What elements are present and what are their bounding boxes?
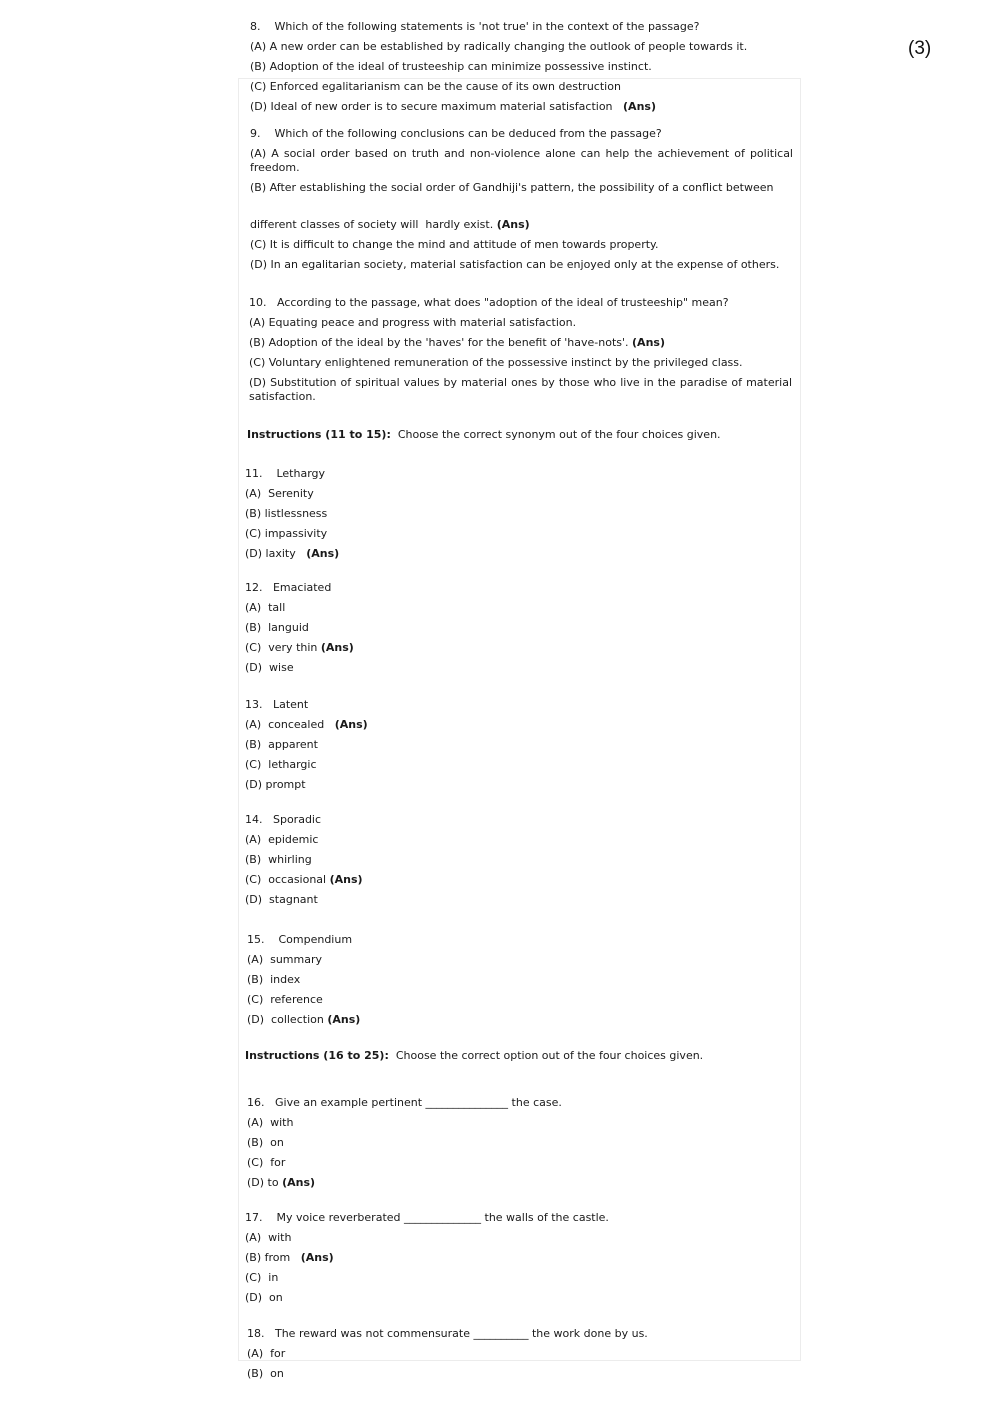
q18-option-b: (B) on: [247, 1367, 284, 1380]
answer-mark: (Ans): [632, 336, 665, 349]
q9-option-c: (C) It is difficult to change the mind and attitude of men towards property.: [250, 238, 659, 251]
q15-option-a: (A) summary: [247, 953, 323, 966]
answer-mark: (Ans): [306, 547, 340, 560]
q10-stem: 10. According to the passage, what does "adoption of the ideal of trusteeship" mean?: [249, 296, 729, 309]
q11-option-c: (C) impassivity: [245, 527, 328, 540]
q12-option-c: (C) very thin (Ans): [245, 641, 354, 654]
q11-option-d: (D) laxity (Ans): [245, 547, 340, 560]
answer-mark: (Ans): [329, 873, 363, 886]
q10-option-d: (D) Substitution of spiritual values by material ones by those who live in the paradise of material satisfaction.: [249, 376, 792, 403]
answer-mark: (Ans): [327, 1013, 361, 1026]
q12-option-d: (D) wise: [245, 661, 294, 674]
q13-option-a: (A) concealed (Ans): [245, 718, 368, 731]
q18-stem: 18. The reward was not commensurate __________ the work done by us.: [247, 1327, 648, 1340]
q8-option-b: (B) Adoption of the ideal of trusteeship can minimize possessive instinct.: [250, 60, 652, 73]
q17-option-b: (B) from (Ans): [245, 1251, 334, 1264]
q12-option-a: (A) tall: [245, 601, 286, 614]
q16-option-c: (C) for: [247, 1156, 286, 1169]
q11-option-b: (B) listlessness: [245, 507, 328, 520]
q17-option-c: (C) in: [245, 1271, 279, 1284]
q10-option-a: (A) Equating peace and progress with material satisfaction.: [249, 316, 577, 329]
instructions-synonyms: Instructions (11 to 15): Choose the correct synonym out of the four choices given.: [247, 428, 721, 441]
answer-mark: (Ans): [282, 1176, 316, 1189]
q8-stem: 8. Which of the following statements is 'not true' in the context of the passage?: [250, 20, 700, 33]
q14-option-d: (D) stagnant: [245, 893, 318, 906]
q15-option-d: (D) collection (Ans): [247, 1013, 361, 1026]
q8-option-a: (A) A new order can be established by radically changing the outlook of people towards it.: [250, 40, 748, 53]
q9-option-b-line2: different classes of society will hardly exist. (Ans): [250, 218, 530, 231]
q9-option-b-line1: (B) After establishing the social order of Gandhiji's pattern, the possibility of a conflict between: [250, 181, 774, 194]
q10-option-b: (B) Adoption of the ideal by the 'haves' for the benefit of 'have-nots'. (Ans): [249, 336, 665, 349]
q14-stem: 14. Sporadic: [245, 813, 322, 826]
q9-option-a: (A) A social order based on truth and non-violence alone can help the achievement of political freedom.: [250, 147, 793, 174]
q15-stem: 15. Compendium: [247, 933, 353, 946]
q16-option-d: (D) to (Ans): [247, 1176, 316, 1189]
q13-option-d: (D) prompt: [245, 778, 306, 791]
q15-option-c: (C) reference: [247, 993, 323, 1006]
q8-option-c: (C) Enforced egalitarianism can be the cause of its own destruction: [250, 80, 621, 93]
q14-option-c: (C) occasional (Ans): [245, 873, 363, 886]
q9-option-d: (D) In an egalitarian society, material satisfaction can be enjoyed only at the expense of others.: [250, 258, 780, 271]
q12-stem: 12. Emaciated: [245, 581, 332, 594]
q13-option-c: (C) lethargic: [245, 758, 317, 771]
q11-stem: 11. Lethargy: [245, 467, 326, 480]
q16-option-a: (A) with: [247, 1116, 294, 1129]
q16-option-b: (B) on: [247, 1136, 284, 1149]
q14-option-a: (A) epidemic: [245, 833, 319, 846]
q16-stem: 16. Give an example pertinent _______________ the case.: [247, 1096, 562, 1109]
answer-mark: (Ans): [334, 718, 368, 731]
q14-option-b: (B) whirling: [245, 853, 312, 866]
q12-option-b: (B) languid: [245, 621, 309, 634]
q17-option-d: (D) on: [245, 1291, 283, 1304]
q8-option-d: (D) Ideal of new order is to secure maximum material satisfaction (Ans): [250, 100, 656, 113]
q10-option-c: (C) Voluntary enlightened remuneration of the possessive instinct by the privileged class.: [249, 356, 743, 369]
q9-stem: 9. Which of the following conclusions can be deduced from the passage?: [250, 127, 662, 140]
answer-mark: (Ans): [496, 218, 530, 231]
q17-option-a: (A) with: [245, 1231, 292, 1244]
q18-option-a: (A) for: [247, 1347, 286, 1360]
answer-mark: (Ans): [300, 1251, 334, 1264]
answer-mark: (Ans): [623, 100, 656, 113]
q15-option-b: (B) index: [247, 973, 301, 986]
q13-option-b: (B) apparent: [245, 738, 318, 751]
q11-option-a: (A) Serenity: [245, 487, 314, 500]
page-number: (3): [908, 38, 932, 59]
q17-stem: 17. My voice reverberated ______________ the walls of the castle.: [245, 1211, 609, 1224]
answer-mark: (Ans): [320, 641, 354, 654]
instructions-options: Instructions (16 to 25): Choose the correct option out of the four choices given.: [245, 1049, 704, 1062]
q13-stem: 13. Latent: [245, 698, 309, 711]
